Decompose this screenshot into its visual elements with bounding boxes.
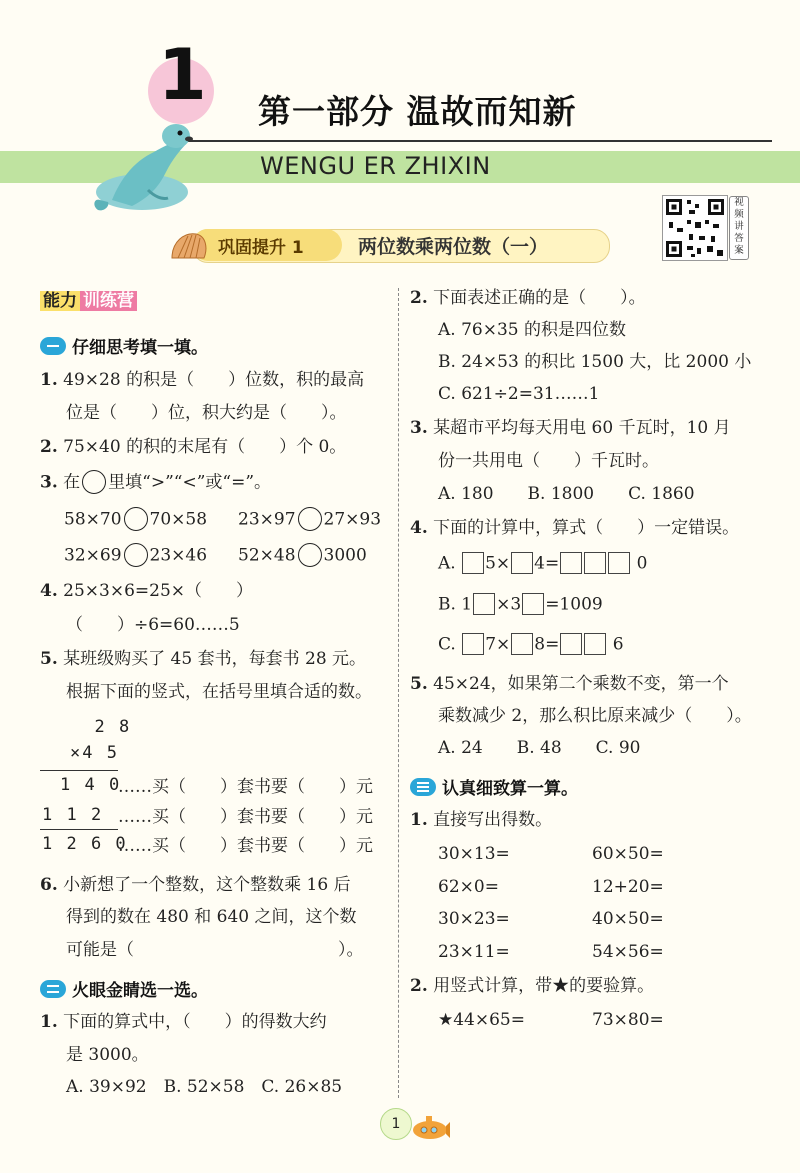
question-number: 2. — [410, 288, 428, 308]
column-divider — [398, 288, 399, 1098]
calc-item: 40×50= — [592, 909, 664, 929]
section-number-three-icon — [410, 778, 436, 796]
qr-label-char: 答 — [734, 233, 744, 244]
digit-box — [560, 552, 582, 574]
ability-training-tag — [40, 289, 137, 313]
section-one-heading — [40, 333, 208, 358]
calc-item: 60×50= — [592, 844, 664, 864]
question-text: 下面的算式中，（ ）的得数大约 — [63, 1012, 327, 1032]
compare-row-2b — [238, 544, 367, 568]
equation-part: 0 — [636, 553, 648, 574]
digit-box — [560, 633, 582, 655]
vertical-calc-row: 1 1 2 — [42, 805, 104, 825]
compare-row-1 — [64, 508, 207, 532]
question-text: （ ）÷6=60……5 — [66, 615, 240, 635]
section-two-heading — [40, 976, 208, 1001]
question-text: 在 — [63, 472, 81, 493]
expression: 27×93 — [323, 509, 382, 530]
digit-box — [584, 633, 606, 655]
section-title: 认真细致算一算。 — [442, 779, 578, 799]
equation-part: 7× — [485, 634, 511, 655]
calc-line — [40, 829, 118, 830]
question-text: 下面的计算中，算式（ ）一定错误。 — [433, 518, 740, 538]
seal-illustration — [92, 120, 202, 216]
choice-question-4 — [410, 518, 739, 538]
tag-part-a: 能力 — [40, 291, 80, 311]
expression: 3000 — [323, 545, 367, 566]
option-letter: B. 1 — [438, 594, 473, 615]
question-text: 乘数减少 2，那么积比原来减少（ ）。 — [438, 706, 752, 726]
question-5 — [40, 649, 366, 669]
question-text: 直接写出得数。 — [433, 810, 553, 830]
vertical-calc-note: ……买（ ）套书要（ ）元 — [118, 836, 373, 856]
question-text: 某超市平均每天用电 60 千瓦时，10 月 — [433, 418, 731, 438]
expression: 32×69 — [64, 545, 122, 566]
chapter-number: 1 — [158, 34, 207, 116]
vertical-calc-row: 2 8 — [70, 717, 132, 737]
qr-code-icon — [663, 196, 727, 260]
question-text: 49×28 的积是（ ）位数，积的最高 — [63, 370, 365, 390]
question-text: 45×24，如果第二个乘数不变，第一个 — [433, 674, 729, 694]
answer-option: B. 24×53 的积比 1500 大，比 2000 小 — [438, 352, 752, 372]
expression: 23×97 — [238, 509, 296, 530]
lesson-label: 巩固提升 1 — [218, 238, 304, 258]
digit-box — [608, 552, 630, 574]
question-number: 2. — [40, 437, 58, 457]
compare-circle-blank[interactable] — [124, 507, 148, 531]
question-3 — [40, 471, 271, 495]
digit-box — [584, 552, 606, 574]
digit-box — [473, 593, 495, 615]
equation-part: 6 — [612, 634, 624, 655]
expression: 70×58 — [149, 509, 208, 530]
calc-question-2 — [410, 976, 654, 996]
digit-box — [462, 552, 484, 574]
equation-part: 5× — [485, 553, 511, 574]
question-number: 1. — [410, 810, 428, 830]
digit-box — [511, 633, 533, 655]
vertical-calc-note: ……买（ ）套书要（ ）元 — [118, 777, 373, 797]
qr-label-char: 视 — [734, 197, 744, 208]
lesson-title: 两位数乘两位数（一） — [358, 236, 549, 258]
vertical-calc-row: 1 4 0 — [60, 775, 122, 795]
question-text: 某班级购买了 45 套书，每套书 28 元。 — [63, 649, 367, 669]
question-number: 1. — [40, 370, 58, 390]
expression: 52×48 — [238, 545, 296, 566]
option-a-equation — [438, 553, 647, 575]
calc-item: 12+20= — [592, 877, 664, 897]
compare-circle-blank[interactable] — [298, 507, 322, 531]
vertical-calc-row: 1 2 6 0 — [42, 834, 128, 854]
answer-options: A. 24 B. 48 C. 90 — [438, 738, 641, 758]
choice-question-1 — [40, 1012, 327, 1032]
option-letter: A. — [438, 553, 456, 574]
option-letter: C. — [438, 634, 456, 655]
page-number: 1 — [380, 1108, 412, 1140]
qr-label-char: 案 — [734, 245, 744, 256]
section-title: 火眼金睛选一选。 — [72, 981, 208, 1001]
qr-code[interactable] — [662, 195, 728, 261]
compare-circle-blank[interactable] — [298, 543, 322, 567]
question-number: 6. — [40, 875, 58, 895]
title-underline — [180, 140, 772, 142]
answer-options: A. 39×92 B. 52×58 C. 26×85 — [66, 1077, 343, 1097]
question-text: 25×3×6=25×（ ） — [63, 581, 254, 601]
question-number: 3. — [40, 472, 58, 493]
question-number: 4. — [40, 581, 58, 601]
question-6 — [40, 875, 351, 895]
section-title: 仔细思考填一填。 — [72, 338, 208, 358]
question-text: 下面表述正确的是（ ）。 — [433, 288, 646, 308]
question-text: 小新想了一个整数，这个整数乘 16 后 — [63, 875, 351, 895]
question-1 — [40, 370, 364, 390]
answer-options: A. 180 B. 1800 C. 1860 — [438, 484, 695, 504]
video-answer-label — [729, 196, 749, 260]
equation-part: 8= — [534, 634, 560, 655]
expression: 23×46 — [149, 545, 208, 566]
question-number: 5. — [410, 674, 428, 694]
calc-item: 73×80= — [592, 1010, 664, 1030]
choice-question-5 — [410, 674, 729, 694]
calc-item: 54×56= — [592, 942, 664, 962]
expression: 58×70 — [64, 509, 122, 530]
section-number-two-icon — [40, 980, 66, 998]
equation-part: 4= — [534, 553, 560, 574]
question-text: 可能是（ ）。 — [66, 940, 364, 960]
vertical-calc-row: ×4 5 — [70, 743, 119, 763]
digit-box — [511, 552, 533, 574]
calc-line — [40, 770, 118, 771]
tag-part-b: 训练营 — [80, 291, 137, 311]
question-text: 是 3000。 — [66, 1045, 149, 1065]
compare-row-2 — [64, 544, 207, 568]
qr-label-char: 讲 — [734, 221, 744, 232]
choice-question-2 — [410, 288, 646, 308]
question-text: 根据下面的竖式，在括号里填合适的数。 — [66, 682, 372, 702]
question-text: 用竖式计算，带★的要验算。 — [433, 976, 655, 996]
question-4 — [40, 581, 253, 601]
digit-box — [522, 593, 544, 615]
calc-item: 30×13= — [438, 844, 510, 864]
answer-option: C. 621÷2=31……1 — [438, 384, 600, 404]
submarine-icon — [408, 1112, 450, 1142]
page-title: 第一部分 温故而知新 — [258, 92, 577, 131]
compare-circle-blank[interactable] — [82, 470, 106, 494]
question-number: 2. — [410, 976, 428, 996]
compare-row-1b — [238, 508, 381, 532]
vertical-calc-note: ……买（ ）套书要（ ）元 — [118, 807, 373, 827]
digit-box — [462, 633, 484, 655]
section-number-one-icon — [40, 337, 66, 355]
option-b-equation — [438, 594, 603, 616]
question-number: 4. — [410, 518, 428, 538]
qr-label-char: 频 — [734, 209, 744, 220]
question-text: 75×40 的积的末尾有（ ）个 0。 — [63, 437, 347, 457]
calc-question-1 — [410, 810, 552, 830]
question-number: 1. — [40, 1012, 58, 1032]
answer-option: A. 76×35 的积是四位数 — [438, 320, 626, 340]
calc-item: ★44×65= — [438, 1010, 525, 1030]
question-number: 3. — [410, 418, 428, 438]
option-c-equation — [438, 634, 624, 656]
section-three-heading — [410, 774, 578, 799]
question-number: 5. — [40, 649, 58, 669]
question-text: 里填“>”“<”或“=”。 — [108, 472, 272, 493]
calc-item: 62×0= — [438, 877, 499, 897]
compare-circle-blank[interactable] — [124, 543, 148, 567]
page-subtitle-pinyin: WENGU ER ZHIXIN — [260, 152, 491, 180]
question-text: 份一共用电（ ）千瓦时。 — [438, 451, 659, 471]
calc-item: 30×23= — [438, 909, 510, 929]
choice-question-3 — [410, 418, 731, 438]
calc-item: 23×11= — [438, 942, 510, 962]
question-2 — [40, 437, 346, 457]
question-text: 得到的数在 480 和 640 之间，这个数 — [66, 907, 357, 927]
shell-icon — [168, 230, 210, 262]
equation-part: =1009 — [545, 594, 603, 615]
question-text: 位是（ ）位，积大约是（ ）。 — [66, 403, 347, 423]
equation-part: ×3 — [496, 594, 522, 615]
